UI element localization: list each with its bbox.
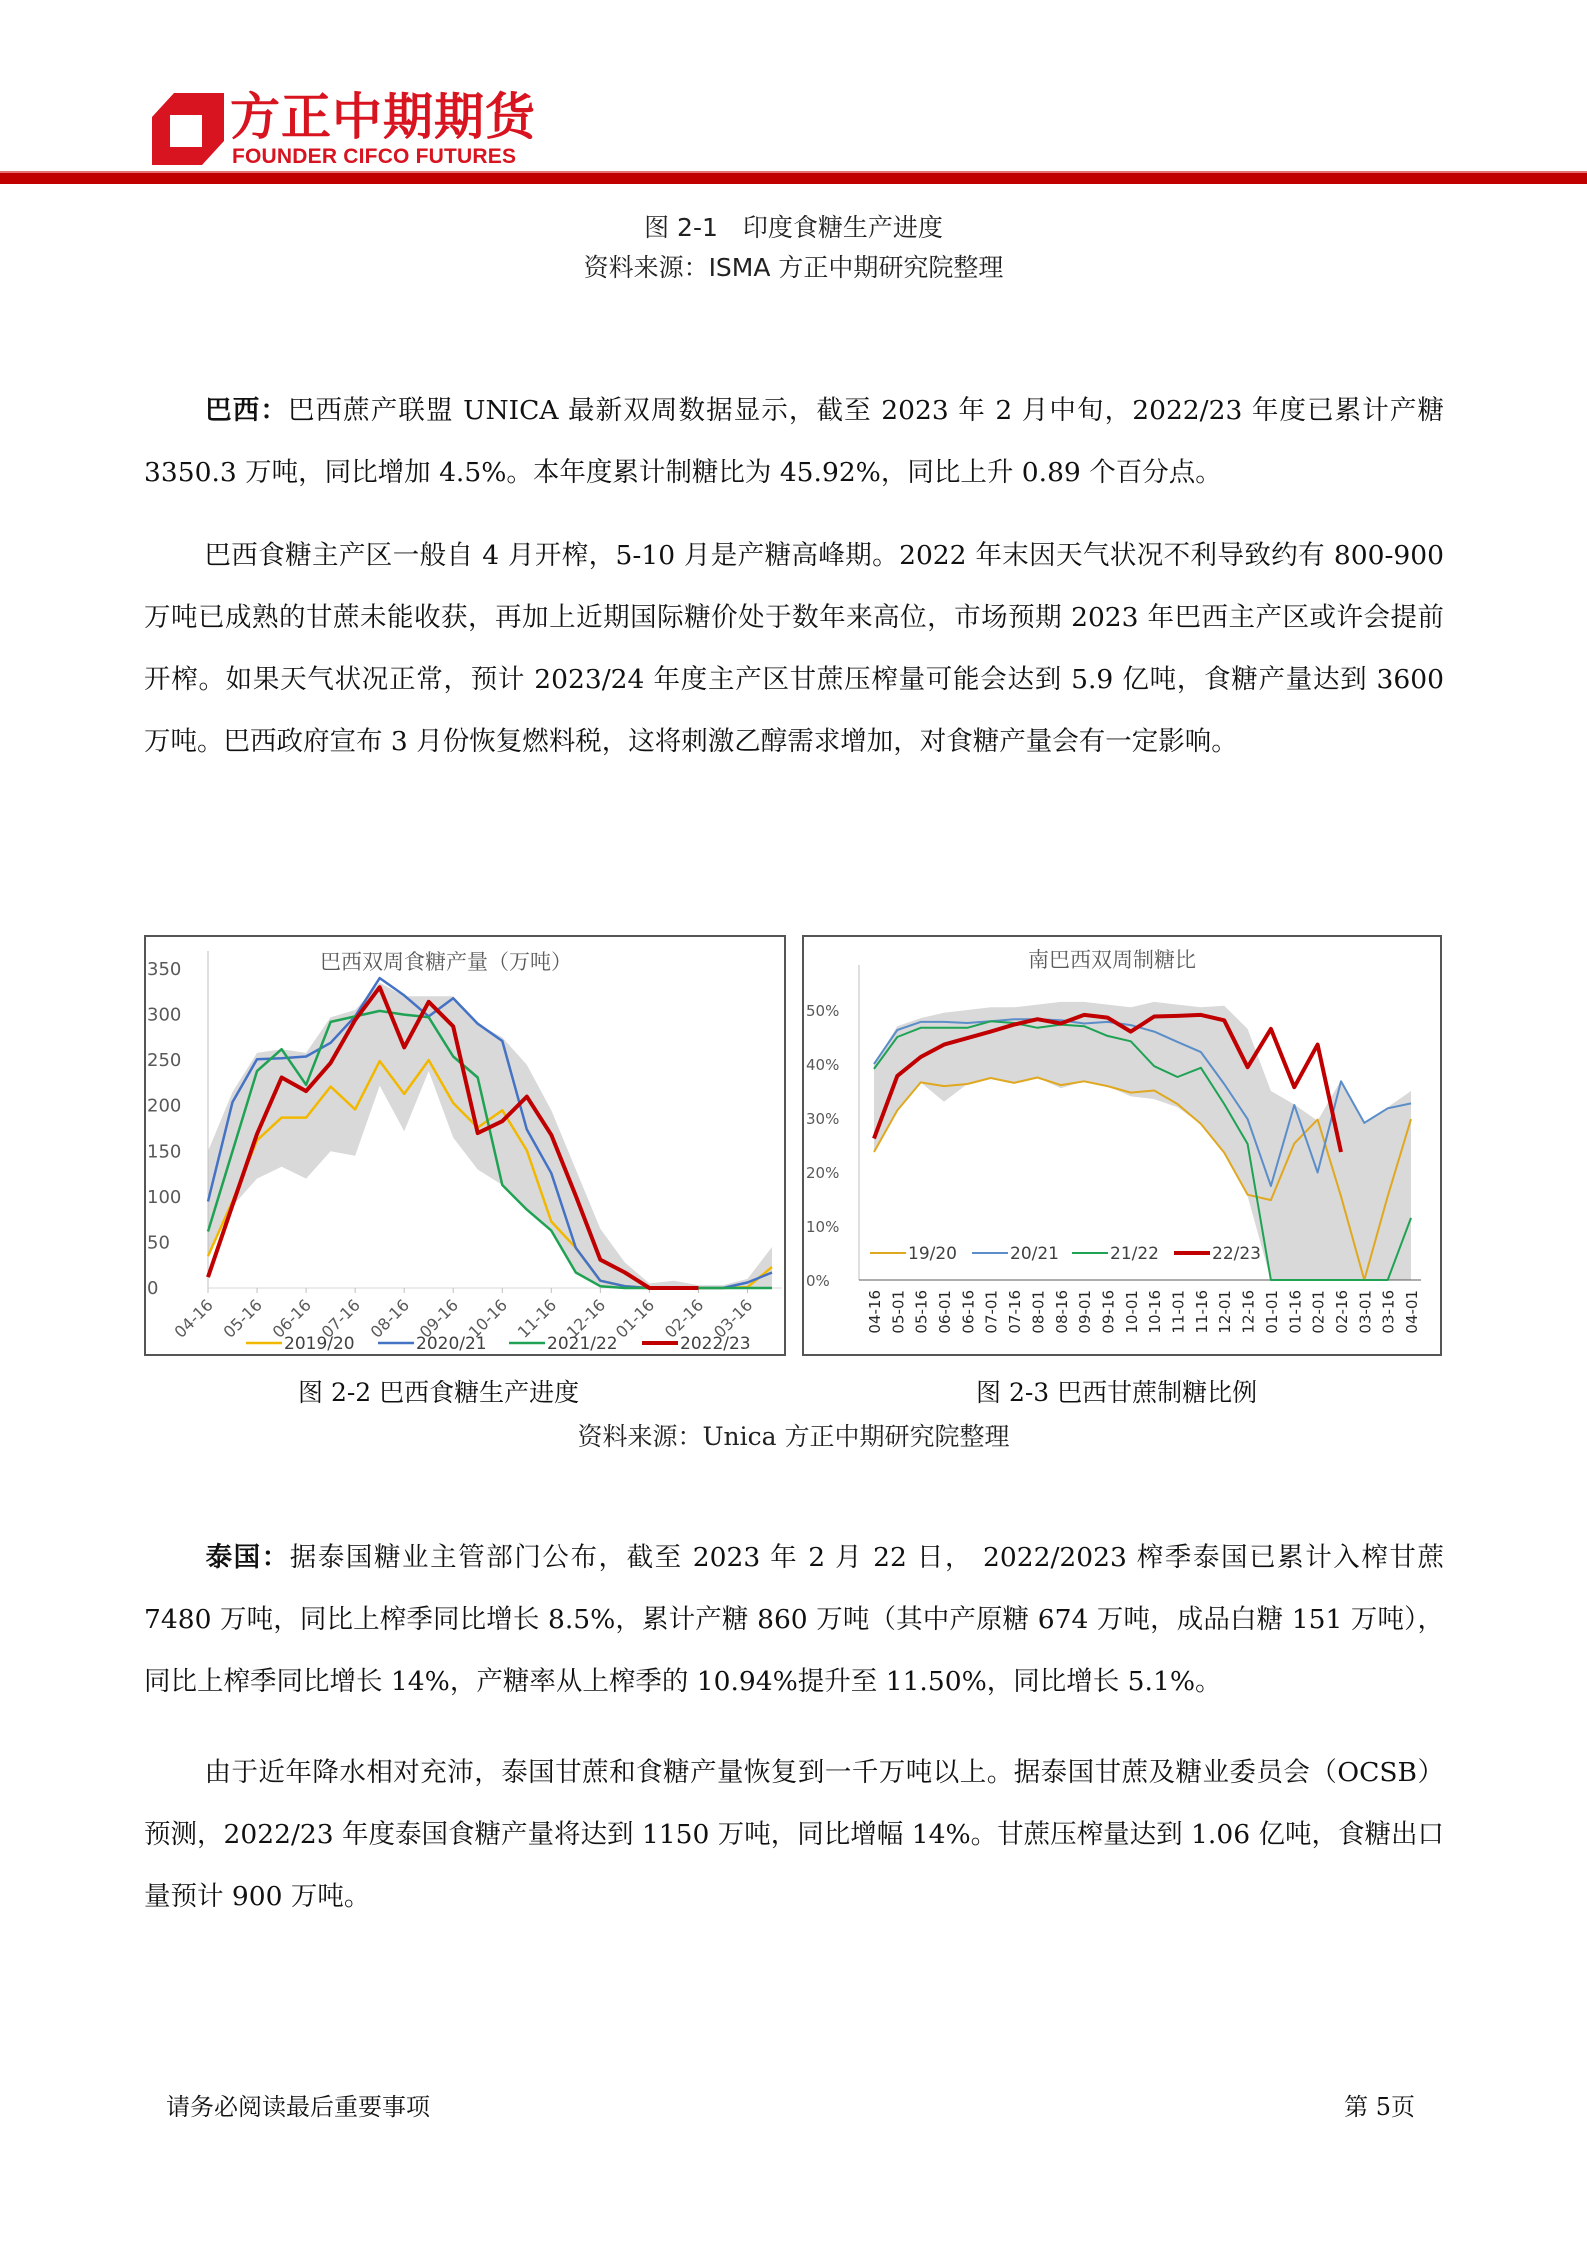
legend-label: 2022/23 (680, 1334, 751, 1354)
legend-label: 19/20 (908, 1244, 957, 1264)
figures-source: 资料来源：Unica 方正中期研究院整理 (577, 1422, 1010, 1451)
x-tick-label: 09-16 (415, 1295, 463, 1342)
x-tick-label: 06-16 (959, 1290, 978, 1334)
y-tick-label: 250 (147, 1050, 182, 1072)
brazil-lead: 巴西： (204, 395, 288, 426)
thailand-paragraph-2 (144, 1742, 1444, 1928)
x-tick-label: 05-01 (889, 1290, 908, 1334)
page-number: 第 5页 (1344, 2093, 1415, 2121)
y-tick-label: 350 (147, 959, 182, 980)
x-tick-label: 04-16 (866, 1290, 884, 1334)
thailand-lead: 泰国： (204, 1542, 290, 1573)
header-rule (0, 173, 1587, 184)
figure-2-2-caption: 图 2-2 巴西食糖生产进度 (298, 1378, 580, 1407)
figure-2-1-caption: 图 2-1 印度食糖生产进度 (644, 213, 943, 242)
chart-brazil-sugar-output-svg (146, 937, 784, 1354)
y-tick-label: 0 (147, 1278, 159, 1299)
x-tick-label: 11-16 (513, 1295, 561, 1342)
legend-label: 22/23 (1212, 1244, 1261, 1264)
x-tick-label: 05-16 (219, 1295, 266, 1342)
x-tick-label: 07-16 (317, 1295, 364, 1342)
y-tick-label: 50 (147, 1232, 170, 1254)
x-tick-label: 01-01 (1262, 1290, 1281, 1334)
x-tick-label: 07-01 (982, 1290, 1001, 1334)
x-tick-label: 08-16 (366, 1295, 414, 1342)
x-tick-label: 12-16 (1239, 1290, 1258, 1334)
x-tick-label: 03-16 (709, 1295, 757, 1342)
x-tick-label: 07-16 (1006, 1290, 1025, 1334)
x-tick-label: 01-16 (1286, 1290, 1305, 1334)
x-tick-label: 06-01 (936, 1290, 955, 1334)
x-tick-label: 04-16 (170, 1295, 217, 1342)
brazil-paragraph-1 (144, 380, 1444, 504)
legend-label: 2021/22 (547, 1334, 618, 1354)
x-tick-label: 03-16 (1379, 1290, 1398, 1334)
legend-label: 20/21 (1010, 1244, 1059, 1264)
x-tick-label: 10-16 (1146, 1290, 1165, 1334)
y-tick-label: 300 (147, 1004, 182, 1026)
legend-label: 2020/21 (416, 1334, 487, 1354)
x-tick-label: 12-01 (1216, 1290, 1235, 1334)
x-tick-label: 11-01 (1169, 1290, 1188, 1334)
y-tick-label: 20% (806, 1164, 840, 1182)
y-tick-label: 100 (147, 1186, 182, 1208)
x-tick-label: 01-16 (611, 1295, 659, 1342)
logo-icon (152, 93, 224, 165)
x-tick-label: 10-01 (1122, 1290, 1141, 1334)
chart-brazil-sugar-mix-svg (804, 937, 1440, 1354)
logo-text-cn: 方正中期期货 (230, 88, 536, 146)
thailand-paragraph-1 (144, 1527, 1444, 1713)
figure-2-3-caption: 图 2-3 巴西甘蔗制糖比例 (976, 1378, 1258, 1407)
chart-brazil-sugar-output (144, 935, 786, 1356)
x-tick-label: 02-16 (1332, 1290, 1351, 1334)
y-tick-label: 0% (806, 1272, 830, 1290)
y-tick-label: 40% (806, 1056, 840, 1074)
x-tick-label: 10-16 (464, 1295, 512, 1342)
x-tick-label: 05-16 (912, 1290, 931, 1334)
x-tick-label: 08-01 (1029, 1290, 1048, 1334)
y-tick-label: 30% (806, 1110, 840, 1128)
chart-title: 巴西双周食糖产量（万吨） (320, 950, 572, 974)
x-tick-label: 02-01 (1309, 1290, 1328, 1334)
logo-text-en: FOUNDER CIFCO FUTURES (232, 145, 517, 168)
thailand-p1-text: 据泰国糖业主管部门公布，截至 2023 年 2 月 22 日， 2022/2023 榨季泰国已累计入榨甘蔗 7480 万吨，同比上榨季同比增长 8.5%，累计产糖 860 万吨（其中产原糖 674 万吨，成品白糖 151 万吨），同比上榨季同比增长 14%，产糖率从上榨季的 10.94%提升至 11.50%，同比增长 5.1%。 (144, 1542, 1445, 1697)
footer-notice: 请务必阅读最后重要事项 (166, 2093, 430, 2121)
brazil-p2-text: 巴西食糖主产区一般自 4 月开榨，5-10 月是产糖高峰期。2022 年末因天气状况不利导致约有 800-900 万吨已成熟的甘蔗未能收获，再加上近期国际糖价处于数年来高位，市场预期 2023 年巴西主产区或许会提前开榨。如果天气状况正常，预计 2023/24 年度主产区甘蔗压榨量可能会达到 5.9 亿吨，食糖产量达到 3600 万吨。巴西政府宣布 3 月份恢复燃料税，这将刺激乙醇需求增加，对食糖产量会有一定影响。 (144, 540, 1444, 757)
legend-label: 21/22 (1110, 1244, 1159, 1264)
y-tick-label: 10% (806, 1218, 840, 1236)
y-tick-label: 150 (147, 1141, 182, 1163)
x-tick-label: 03-01 (1356, 1290, 1375, 1334)
x-tick-label: 08-16 (1052, 1290, 1071, 1334)
chart-brazil-sugar-mix (802, 935, 1442, 1356)
y-tick-label: 50% (806, 1002, 840, 1020)
x-tick-label: 02-16 (660, 1295, 708, 1342)
brazil-p1-text: 巴西蔗产联盟 UNICA 最新双周数据显示，截至 2023 年 2 月中旬，2022/23 年度已累计产糖 3350.3 万吨，同比增加 4.5%。本年度累计制糖比为 45.92%，同比上升 0.89 个百分点。 (144, 395, 1444, 488)
x-tick-label: 04-01 (1403, 1290, 1421, 1334)
chart-title: 南巴西双周制糖比 (1028, 948, 1196, 972)
x-tick-label: 12-16 (562, 1295, 610, 1342)
legend-label: 2019/20 (284, 1334, 355, 1354)
x-tick-label: 06-16 (268, 1295, 315, 1342)
figure-2-1-source: 资料来源：ISMA 方正中期研究院整理 (583, 253, 1004, 282)
x-tick-label: 09-16 (1099, 1290, 1118, 1334)
y-tick-label: 200 (147, 1095, 182, 1117)
x-tick-label: 11-16 (1192, 1290, 1211, 1334)
x-tick-label: 09-01 (1076, 1290, 1095, 1334)
brazil-paragraph-2 (144, 525, 1444, 773)
thailand-p2-text: 由于近年降水相对充沛，泰国甘蔗和食糖产量恢复到一千万吨以上。据泰国甘蔗及糖业委员会（OCSB）预测，2022/23 年度泰国食糖产量将达到 1150 万吨，同比增幅 14%。甘蔗压榨量达到 1.06 亿吨，食糖出口量预计 900 万吨。 (144, 1757, 1444, 1912)
